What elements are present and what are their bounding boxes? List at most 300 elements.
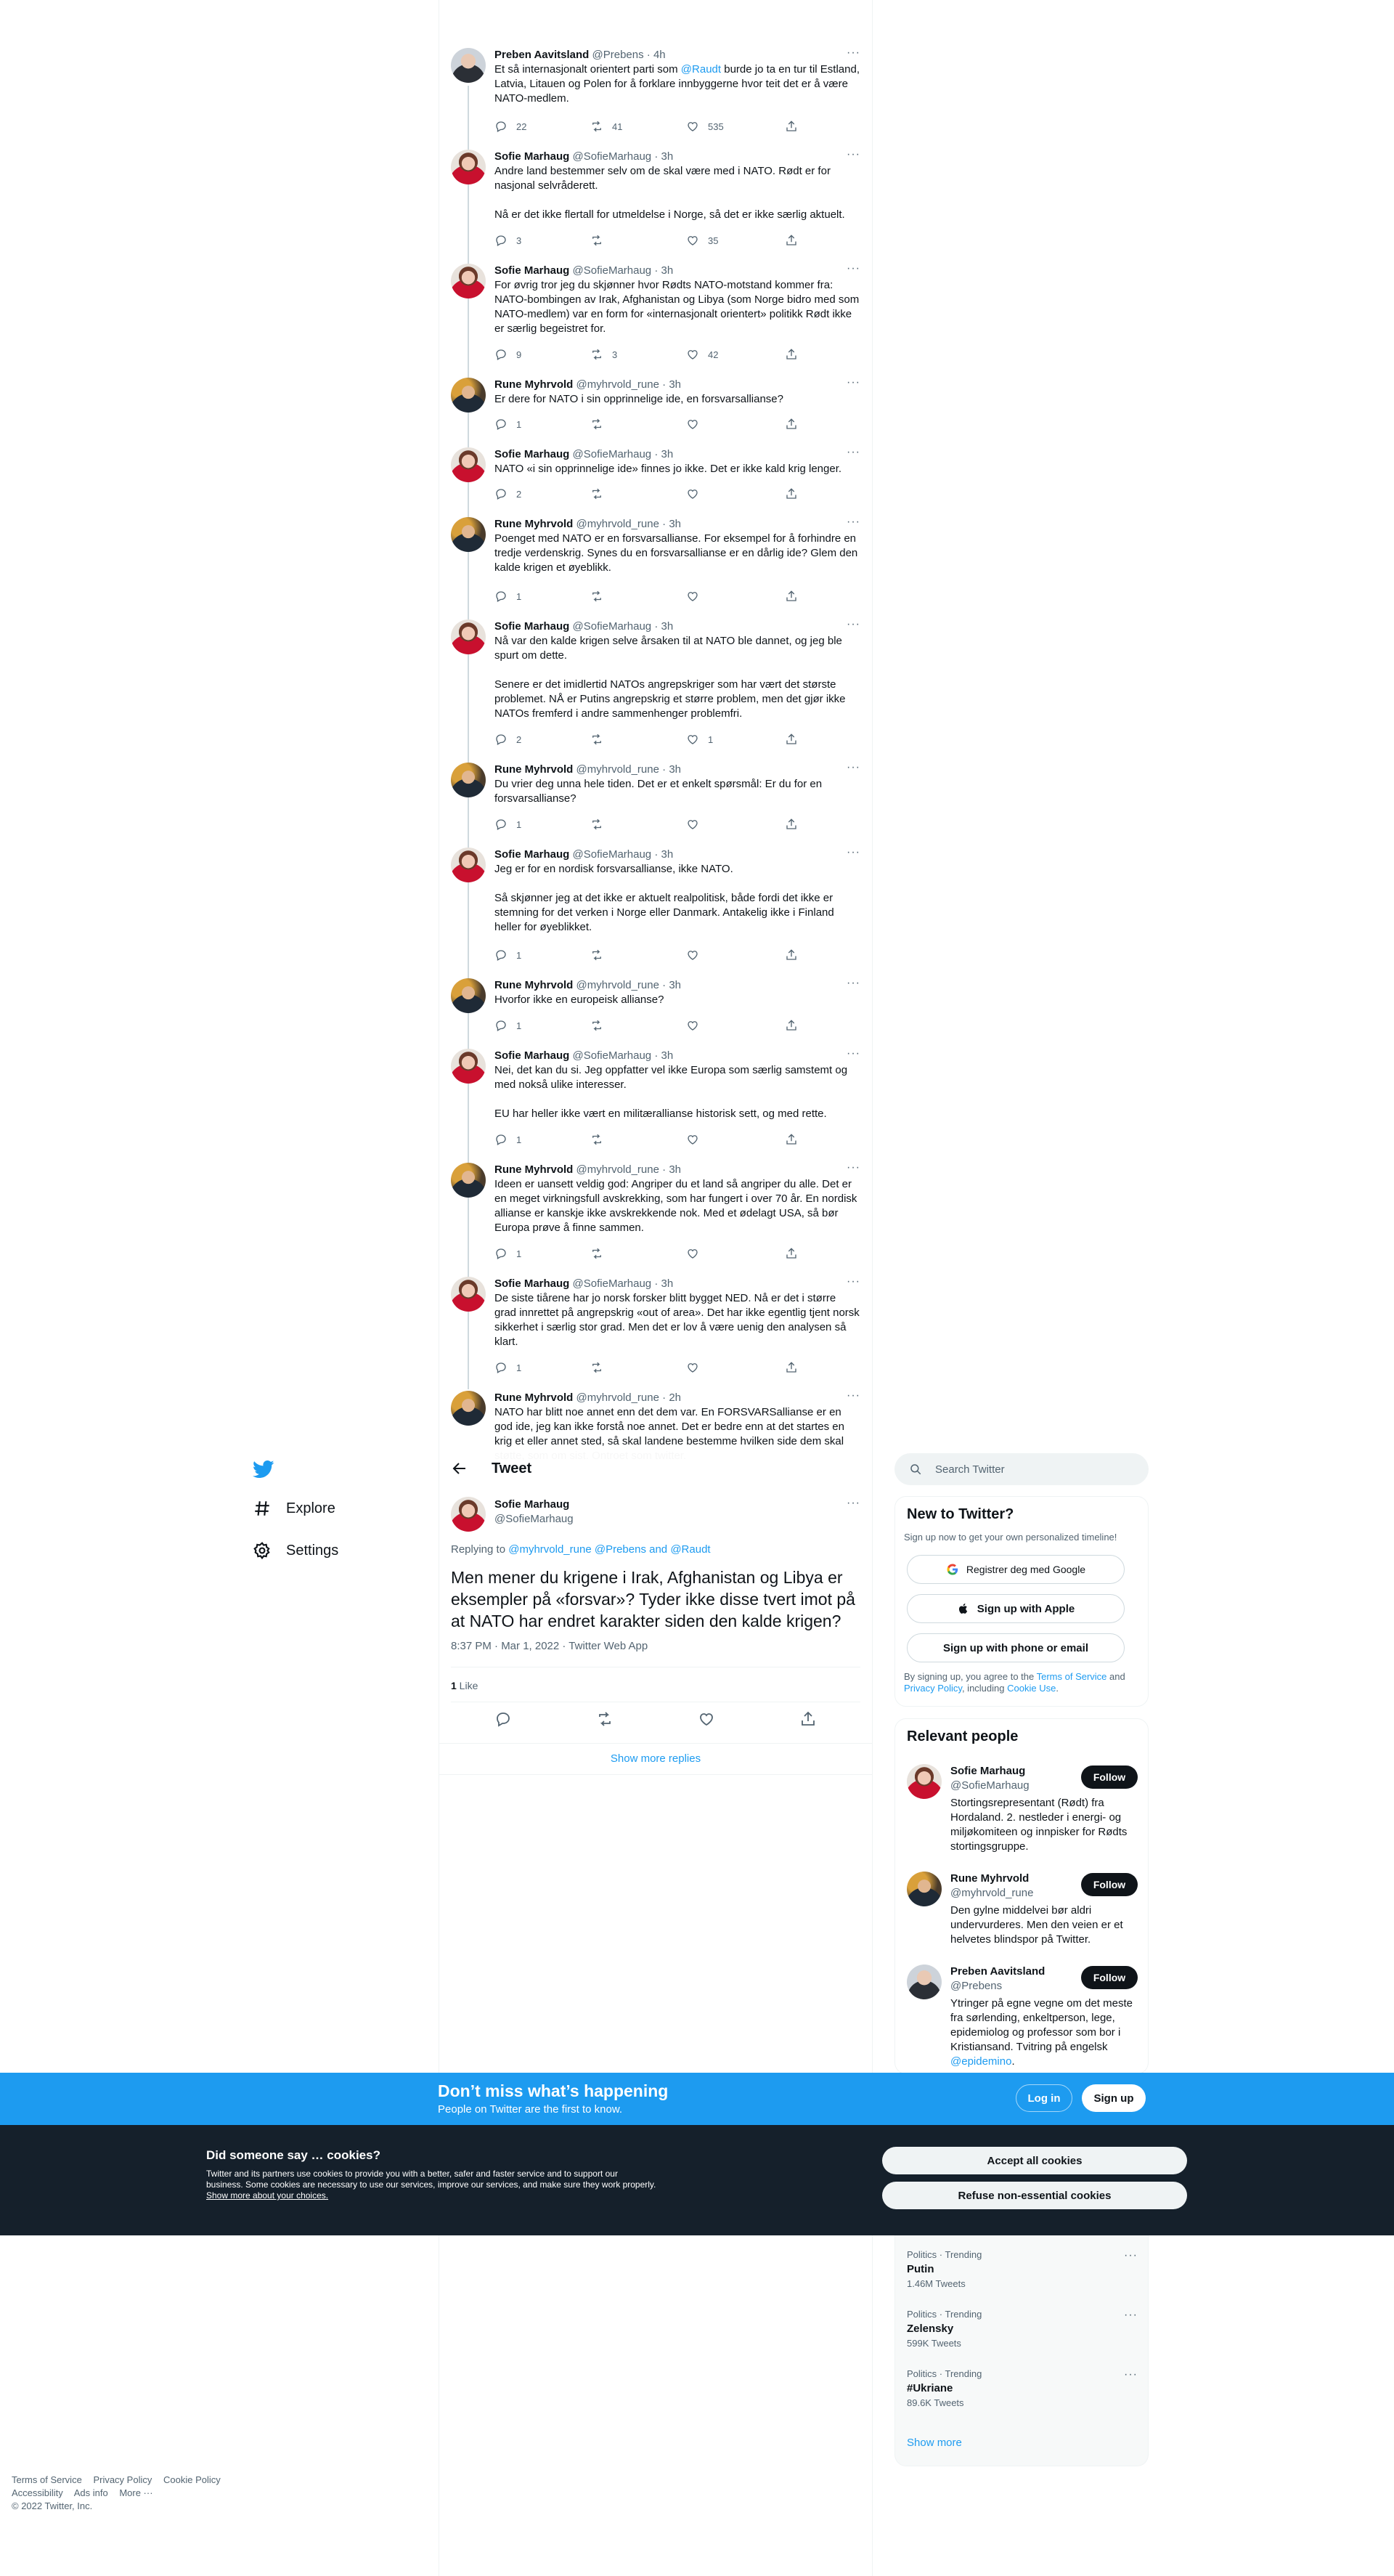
- reply-button[interactable]: [494, 1360, 521, 1375]
- legal-text: and: [1106, 1671, 1125, 1682]
- reply-button[interactable]: [494, 233, 521, 248]
- author-handle[interactable]: @SofieMarhaug: [572, 620, 652, 633]
- reply-count: 1: [516, 418, 522, 430]
- retweet-button[interactable]: [590, 347, 617, 362]
- reply-button[interactable]: [494, 732, 521, 747]
- avatar[interactable]: [451, 517, 486, 552]
- share-button[interactable]: [785, 589, 798, 604]
- apple-icon: [957, 1602, 970, 1615]
- share-button[interactable]: [785, 732, 798, 747]
- author-handle[interactable]: @SofieMarhaug: [572, 448, 652, 460]
- tweet[interactable]: [439, 255, 872, 369]
- tweet-actions: [494, 732, 807, 747]
- reply-count: 1: [516, 1020, 522, 1031]
- like-icon: [686, 948, 699, 962]
- like-count: 535: [708, 121, 724, 132]
- like-icon: [686, 818, 699, 831]
- like-button[interactable]: [686, 487, 708, 501]
- footer-link[interactable]: Terms of Service: [12, 2474, 82, 2485]
- mention-link[interactable]: @myhrvold_rune: [508, 1543, 592, 1556]
- author-name[interactable]: Rune Myhrvold: [494, 378, 574, 391]
- avatar[interactable]: [451, 1497, 486, 1532]
- person-name[interactable]: Sofie Marhaug: [950, 1765, 1026, 1777]
- tweet-text-part: Ideen er uansett veldig god: Angriper du et land så angriper du alle. Det er en meget virkningsfull avskrekking, som har fungert i over 70 år. En nordisk allianse er kanskje ikke avskrekkende nok. Med et ødelagt USA, så bør Europa prøve å finne sammen.: [494, 1178, 857, 1234]
- tweet-text: [494, 392, 860, 407]
- tweet-body: [494, 517, 860, 575]
- tweet-timestamp[interactable]: 8:37 PM · Mar 1, 2022 · Twitter Web App: [451, 1640, 648, 1652]
- tweet-time[interactable]: 3h: [661, 448, 674, 460]
- author-handle[interactable]: @myhrvold_rune: [576, 1391, 659, 1404]
- reply-button[interactable]: [494, 1018, 521, 1033]
- author-name[interactable]: Rune Myhrvold: [494, 979, 574, 991]
- like-button[interactable]: [686, 1246, 708, 1261]
- like-button[interactable]: [686, 417, 708, 431]
- avatar[interactable]: [907, 1964, 942, 1999]
- tweet-time[interactable]: 3h: [661, 1049, 674, 1062]
- reply-icon: [494, 733, 508, 746]
- cookie-choices-link[interactable]: Show more about your choices.: [206, 2190, 329, 2201]
- share-button[interactable]: [785, 1018, 798, 1033]
- author-name[interactable]: Sofie Marhaug: [494, 150, 570, 163]
- reply-icon: [494, 818, 508, 831]
- share-icon: [785, 1247, 798, 1260]
- refuse-cookies-button[interactable]: Refuse non-essential cookies: [882, 2182, 1187, 2209]
- footer-link[interactable]: Ads info: [73, 2487, 108, 2498]
- author-handle[interactable]: @myhrvold_rune: [576, 378, 659, 391]
- like-icon: [686, 733, 699, 746]
- trend-item[interactable]: [907, 2249, 1138, 2290]
- tweet-header: [494, 517, 860, 532]
- tweet-text-part: For øvrig tror jeg du skjønner hvor Rødts NATO-motstand kommer fra: NATO-bombingen av Irak, Afghanistan og Libya (som Norge bidro med som NATO-medlem) var en form for «internasjonalt orientert» politikk Rødt ikke er særlig begeistret for.: [494, 279, 860, 335]
- tweet[interactable]: [439, 39, 872, 141]
- tweet[interactable]: [439, 508, 872, 611]
- tweet-time[interactable]: 4h: [653, 49, 666, 61]
- more-options-icon[interactable]: ···: [847, 516, 860, 528]
- phone-email-signup-button[interactable]: [907, 1633, 1125, 1662]
- share-button[interactable]: [785, 1246, 798, 1261]
- separator: ·: [651, 620, 661, 633]
- follow-button[interactable]: Follow: [1081, 1966, 1138, 1989]
- retweet-button[interactable]: [590, 732, 612, 747]
- tweet-header: [494, 264, 860, 278]
- retweet-button[interactable]: [590, 817, 612, 832]
- share-button[interactable]: [785, 119, 798, 134]
- avatar[interactable]: [451, 264, 486, 298]
- nav-settings[interactable]: [253, 1540, 338, 1561]
- separator: ·: [651, 848, 661, 861]
- legal-text: , including: [961, 1683, 1008, 1694]
- trend-name: Zelensky: [907, 2323, 954, 2335]
- retweet-button[interactable]: [590, 948, 612, 962]
- share-button[interactable]: [785, 1360, 798, 1375]
- trend-item[interactable]: [907, 2368, 1138, 2409]
- like-icon[interactable]: [698, 1710, 715, 1728]
- reply-button[interactable]: [494, 119, 526, 134]
- share-icon: [785, 590, 798, 603]
- author-handle[interactable]: @SofieMarhaug: [572, 264, 652, 277]
- more-options-icon[interactable]: ···: [847, 1389, 860, 1402]
- footer-link[interactable]: Cookie Policy: [163, 2474, 221, 2485]
- signup-button[interactable]: Sign up: [1082, 2084, 1146, 2112]
- author-name[interactable]: Preben Aavitsland: [494, 49, 590, 61]
- like-icon: [686, 348, 699, 361]
- tweet-text: [494, 1291, 860, 1349]
- apple-signup-label: Sign up with Apple: [977, 1602, 1075, 1615]
- apple-signup-button[interactable]: [907, 1594, 1125, 1623]
- tweet-body: [494, 378, 860, 407]
- tweet[interactable]: [439, 1268, 872, 1382]
- more-options-icon[interactable]: ···: [847, 148, 860, 161]
- separator: ·: [651, 264, 661, 277]
- more-options-icon[interactable]: ···: [847, 1161, 860, 1174]
- like-button[interactable]: [686, 1018, 708, 1033]
- separator: ·: [651, 1277, 661, 1290]
- person-name[interactable]: Rune Myhrvold: [950, 1872, 1030, 1885]
- tweet-time[interactable]: 3h: [661, 1277, 674, 1290]
- tweet-header: [494, 48, 860, 62]
- more-options-icon[interactable]: ···: [847, 446, 860, 458]
- person-bio-text: Ytringer på egne vegne om det meste fra sørlending, enkeltperson, lege, epidemiolog og professor som bor i Kristiansand. Tvitring på engelsk: [950, 1997, 1133, 2053]
- card-subtitle: Sign up now to get your own personalized timeline!: [904, 1532, 1117, 1543]
- reply-button[interactable]: [494, 1132, 521, 1147]
- separator: ·: [659, 1163, 669, 1176]
- like-button[interactable]: [686, 1132, 708, 1147]
- reply-button[interactable]: [494, 948, 521, 962]
- retweet-button[interactable]: [590, 417, 612, 431]
- reply-count: 1: [516, 949, 522, 961]
- share-button[interactable]: [785, 487, 798, 501]
- footer-link[interactable]: More ···: [119, 2487, 153, 2498]
- more-options-icon[interactable]: ···: [847, 1047, 860, 1060]
- reply-count: 9: [516, 349, 522, 360]
- more-options-icon[interactable]: ···: [847, 1497, 860, 1509]
- tweet-time[interactable]: 3h: [669, 1163, 681, 1176]
- retweet-button[interactable]: [590, 1132, 612, 1147]
- tweet[interactable]: [439, 369, 872, 439]
- trend-name: #Ukriane: [907, 2382, 953, 2394]
- author-handle[interactable]: @myhrvold_rune: [576, 518, 659, 530]
- like-button[interactable]: [686, 589, 708, 604]
- avatar[interactable]: [451, 763, 486, 797]
- retweet-button[interactable]: [590, 589, 612, 604]
- share-icon: [785, 1361, 798, 1374]
- reply-button[interactable]: [494, 487, 521, 501]
- avatar[interactable]: [451, 447, 486, 482]
- reply-icon: [494, 120, 508, 133]
- tweet-text-part: Hvorfor ikke en europeisk allianse?: [494, 994, 664, 1006]
- like-button[interactable]: [686, 119, 724, 134]
- retweet-icon: [590, 487, 603, 500]
- tweet[interactable]: [439, 970, 872, 1040]
- reply-count: 1: [516, 1248, 522, 1259]
- reply-button[interactable]: [494, 417, 521, 431]
- back-arrow-icon[interactable]: [451, 1460, 468, 1477]
- more-options-icon[interactable]: ···: [847, 1275, 860, 1288]
- retweet-icon: [590, 1361, 603, 1374]
- like-button[interactable]: [686, 732, 713, 747]
- tweet-time[interactable]: 3h: [669, 979, 681, 991]
- login-button[interactable]: Log in: [1016, 2084, 1072, 2112]
- more-options-icon[interactable]: ···: [847, 846, 860, 858]
- like-button[interactable]: [686, 347, 718, 362]
- tweet-time[interactable]: 3h: [669, 378, 681, 391]
- author-handle[interactable]: @SofieMarhaug: [572, 1277, 652, 1290]
- tweet-header: [494, 378, 860, 392]
- retweet-count: 41: [612, 121, 623, 132]
- mention-link[interactable]: @Raudt: [670, 1543, 711, 1556]
- trend-item[interactable]: [907, 2309, 1138, 2349]
- avatar[interactable]: [451, 1277, 486, 1312]
- tweet-text-part: burde jo ta en tur til Estland, Latvia, Litauen og Polen for å forklare innbyggerne hvor teit det er å være NATO-medlem.: [494, 63, 860, 105]
- tweet-body: [494, 48, 860, 106]
- mention-link[interactable]: @Raudt: [680, 63, 722, 76]
- tweet[interactable]: [439, 141, 872, 255]
- footer-link[interactable]: Privacy Policy: [93, 2474, 152, 2485]
- reply-icon: [494, 1133, 508, 1146]
- accept-cookies-button[interactable]: Accept all cookies: [882, 2147, 1187, 2174]
- retweet-icon: [590, 1247, 603, 1260]
- reply-button[interactable]: [494, 347, 521, 362]
- retweet-icon: [590, 234, 603, 247]
- author-handle[interactable]: @SofieMarhaug: [494, 1513, 574, 1525]
- avatar[interactable]: [451, 48, 486, 83]
- cookie-use-link[interactable]: Cookie Use: [1007, 1683, 1056, 1694]
- separator: ·: [659, 378, 669, 391]
- avatar[interactable]: [451, 1391, 486, 1426]
- share-icon: [785, 818, 798, 831]
- share-button[interactable]: [785, 948, 798, 962]
- author-name[interactable]: Sofie Marhaug: [494, 620, 570, 633]
- share-button[interactable]: [785, 233, 798, 248]
- terms-link[interactable]: Terms of Service: [1036, 1671, 1107, 1682]
- tweet-time[interactable]: 3h: [661, 150, 674, 163]
- twitter-logo-icon[interactable]: [253, 1458, 274, 1480]
- tweet[interactable]: [439, 839, 872, 970]
- tweet-text-part: NATO har blitt noe annet enn det dem var. En FORSVARSallianse er en god ide, jeg kan ikke forstå noe annet. Det er bedre enn at det startes en krig et eller annet sted, så skal landene bestemme hvilken side dem skal: [494, 1406, 844, 1447]
- separator: ·: [643, 49, 653, 61]
- follow-button[interactable]: Follow: [1081, 1873, 1138, 1896]
- author-handle[interactable]: @myhrvold_rune: [576, 763, 659, 776]
- retweet-icon[interactable]: [596, 1710, 614, 1728]
- more-options-icon[interactable]: ···: [1124, 2249, 1138, 2262]
- author-handle[interactable]: @SofieMarhaug: [572, 848, 652, 861]
- tweet-body: [494, 264, 860, 336]
- reply-count: 22: [516, 121, 527, 132]
- show-more-replies[interactable]: Show more replies: [439, 1743, 872, 1775]
- share-icon: [785, 120, 798, 133]
- author-handle[interactable]: @myhrvold_rune: [576, 1163, 659, 1176]
- author-handle[interactable]: @Prebens: [592, 49, 644, 61]
- person-handle[interactable]: @Prebens: [950, 1980, 1003, 1992]
- separator: ·: [651, 448, 661, 460]
- reply-count: 1: [516, 1134, 522, 1145]
- likes-count[interactable]: [451, 1680, 478, 1691]
- tweet-text: [494, 1063, 860, 1121]
- tweet[interactable]: [439, 754, 872, 839]
- tweet-text-part: Et så internasjonalt orientert parti som: [494, 63, 681, 76]
- tweet-body: [494, 848, 860, 935]
- tweet-text-part: Nå var den kalde krigen selve årsaken til at NATO ble dannet, og jeg ble spurt om dette. Senere er det imidlertid NATOs angrepskriger som har vært det største problemet. NÅ er Putins angrepskrig et større problem, men det gjør ikke NATOs fremferd i andre sammenhenger problemfri.: [494, 635, 846, 720]
- author-name[interactable]: Sofie Marhaug: [494, 848, 570, 861]
- like-button[interactable]: [686, 233, 718, 248]
- tweet-time[interactable]: 3h: [669, 763, 681, 776]
- avatar[interactable]: [451, 978, 486, 1013]
- retweet-button[interactable]: [590, 1246, 612, 1261]
- relevant-people-card: [894, 1718, 1149, 2074]
- author-handle[interactable]: @myhrvold_rune: [576, 979, 659, 991]
- more-options-icon[interactable]: ···: [847, 977, 860, 989]
- author-name[interactable]: Sofie Marhaug: [494, 1498, 570, 1511]
- search-placeholder: Search Twitter: [935, 1463, 1005, 1476]
- tweet-time[interactable]: 2h: [669, 1391, 681, 1404]
- retweet-button[interactable]: [590, 119, 622, 134]
- like-icon: [686, 1247, 699, 1260]
- tweet-actions: [494, 487, 807, 501]
- like-button[interactable]: [686, 1360, 708, 1375]
- share-button[interactable]: [785, 417, 798, 431]
- tweet-time[interactable]: 3h: [669, 518, 681, 530]
- reply-icon[interactable]: [494, 1710, 512, 1728]
- person-name[interactable]: Preben Aavitsland: [950, 1965, 1046, 1978]
- avatar[interactable]: [451, 848, 486, 882]
- author-name[interactable]: Rune Myhrvold: [494, 1391, 574, 1404]
- tweet-text: [494, 993, 860, 1007]
- tweet-text: [494, 164, 860, 222]
- banner-title: Don’t miss what’s happening: [438, 2081, 669, 2100]
- reply-count: 1: [516, 590, 522, 602]
- reply-icon: [494, 487, 508, 500]
- new-to-twitter-card: [894, 1496, 1149, 1707]
- tweet-actions: [494, 817, 807, 832]
- tweet-text-part: Andre land bestemmer selv om de skal være med i NATO. Rødt er for nasjonal selvråderett. Nå er det ikke flertall for utmeldelse i Norge, så det er ikke særlig aktuelt.: [494, 165, 845, 221]
- retweet-button[interactable]: [590, 1018, 612, 1033]
- reply-count: 2: [516, 488, 522, 500]
- like-icon: [686, 1133, 699, 1146]
- author-name[interactable]: Sofie Marhaug: [494, 1049, 570, 1062]
- reply-icon: [494, 1019, 508, 1032]
- banner-subtitle: People on Twitter are the first to know.: [438, 2103, 623, 2116]
- author-name[interactable]: Rune Myhrvold: [494, 763, 574, 776]
- person-handle[interactable]: @SofieMarhaug: [950, 1779, 1030, 1792]
- search-input[interactable]: [894, 1453, 1149, 1485]
- share-icon: [785, 348, 798, 361]
- retweet-button[interactable]: [590, 233, 612, 248]
- like-icon: [686, 120, 699, 133]
- author-name[interactable]: Rune Myhrvold: [494, 518, 574, 530]
- more-options-icon[interactable]: ···: [1124, 2368, 1138, 2381]
- mention-link[interactable]: @Prebens: [594, 1543, 646, 1556]
- tweet[interactable]: [439, 439, 872, 508]
- share-icon[interactable]: [799, 1710, 817, 1728]
- like-button[interactable]: [686, 948, 708, 962]
- reply-icon: [494, 590, 508, 603]
- more-options-icon[interactable]: ···: [847, 46, 860, 59]
- mention-link[interactable]: @epidemino: [950, 2055, 1012, 2068]
- avatar[interactable]: [451, 1049, 486, 1084]
- more-options-icon[interactable]: ···: [1124, 2309, 1138, 2321]
- more-options-icon[interactable]: ···: [847, 761, 860, 773]
- tweet-text-part: De siste tiårene har jo norsk forsker blitt bygget NED. Nå er det i større grad innrettet på angrepskrig «out of area». Det har ikke egentlig tjent norsk sikkerhet i særlig stor grad. Men det er lov å være uenig den analysen så klart.: [494, 1292, 860, 1348]
- more-options-icon[interactable]: ···: [847, 618, 860, 630]
- tweet-time[interactable]: 3h: [661, 848, 674, 861]
- reply-button[interactable]: [494, 1246, 521, 1261]
- author-name[interactable]: Sofie Marhaug: [494, 448, 570, 460]
- footer-link[interactable]: Accessibility: [12, 2487, 63, 2498]
- tweet-text-part: Nei, det kan du si. Jeg oppfatter vel ikke Europa som særlig samstemt og med nokså ulike interesser. EU har heller ikke vært en militærallianse historisk sett, og med rette.: [494, 1064, 848, 1120]
- share-button[interactable]: [785, 1132, 798, 1147]
- privacy-link[interactable]: Privacy Policy: [904, 1683, 962, 1694]
- more-options-icon[interactable]: ···: [847, 376, 860, 389]
- tweet-actions: [494, 1246, 807, 1261]
- show-more-trends-link[interactable]: Show more: [907, 2437, 962, 2449]
- tweet-page-header: [439, 1450, 872, 1488]
- focused-actions: [451, 1710, 860, 1729]
- avatar[interactable]: [907, 1764, 942, 1799]
- share-button[interactable]: [785, 347, 798, 362]
- author-name[interactable]: Rune Myhrvold: [494, 1163, 574, 1176]
- avatar[interactable]: [451, 150, 486, 184]
- follow-button[interactable]: Follow: [1081, 1766, 1138, 1789]
- avatar[interactable]: [451, 1163, 486, 1198]
- tweet-header: [494, 1277, 860, 1291]
- tweet-actions: [494, 1132, 807, 1147]
- tweet-body: [494, 978, 860, 1007]
- retweet-button[interactable]: [590, 1360, 612, 1375]
- tweet-actions: [494, 119, 807, 134]
- reply-button[interactable]: [494, 817, 521, 832]
- separator: ·: [659, 518, 669, 530]
- tweet-text-part: Jeg er for en nordisk forsvarsallianse, ikke NATO. Så skjønner jeg at det ikke er aktuelt realpolitisk, både fordi det ikke er stemning for det verken i Norge eller Danmark. Antakelig ikke i Finland heller for øyeblikket.: [494, 863, 834, 933]
- author-handle[interactable]: @SofieMarhaug: [572, 150, 652, 163]
- retweet-icon: [590, 120, 603, 133]
- avatar[interactable]: [451, 378, 486, 413]
- author-name[interactable]: Sofie Marhaug: [494, 1277, 570, 1290]
- trends-card: [894, 2230, 1149, 2466]
- nav-explore[interactable]: [253, 1498, 335, 1519]
- tweet[interactable]: [439, 611, 872, 754]
- person-handle[interactable]: @myhrvold_rune: [950, 1887, 1034, 1899]
- author-name[interactable]: Sofie Marhaug: [494, 264, 570, 277]
- signup-legal-text: [904, 1671, 1141, 1694]
- tweet[interactable]: [439, 1154, 872, 1268]
- share-icon: [785, 1133, 798, 1146]
- share-button[interactable]: [785, 817, 798, 832]
- avatar[interactable]: [907, 1872, 942, 1906]
- google-signup-button[interactable]: [907, 1555, 1125, 1584]
- tweet-body: [494, 447, 860, 476]
- cookie-banner: [0, 2125, 1394, 2235]
- tweet-time[interactable]: 3h: [661, 620, 674, 633]
- trend-count: 89.6K Tweets: [907, 2397, 964, 2408]
- tweet[interactable]: [439, 1382, 872, 1450]
- tweet-header: [494, 978, 860, 993]
- tweet-time[interactable]: 3h: [661, 264, 674, 277]
- nav-explore-label: Explore: [286, 1500, 335, 1516]
- tweet[interactable]: [439, 1040, 872, 1154]
- google-signup-label: Registrer deg med Google: [966, 1564, 1086, 1575]
- thread-line: [468, 1382, 469, 1389]
- retweet-icon: [590, 948, 603, 962]
- more-options-icon[interactable]: ···: [847, 262, 860, 275]
- replying-to: [451, 1543, 711, 1556]
- reply-button[interactable]: [494, 589, 521, 604]
- avatar[interactable]: [451, 619, 486, 654]
- author-handle[interactable]: @SofieMarhaug: [572, 1049, 652, 1062]
- retweet-button[interactable]: [590, 487, 612, 501]
- like-button[interactable]: [686, 817, 708, 832]
- thread-line: [468, 86, 469, 141]
- tweet-header: [494, 150, 860, 164]
